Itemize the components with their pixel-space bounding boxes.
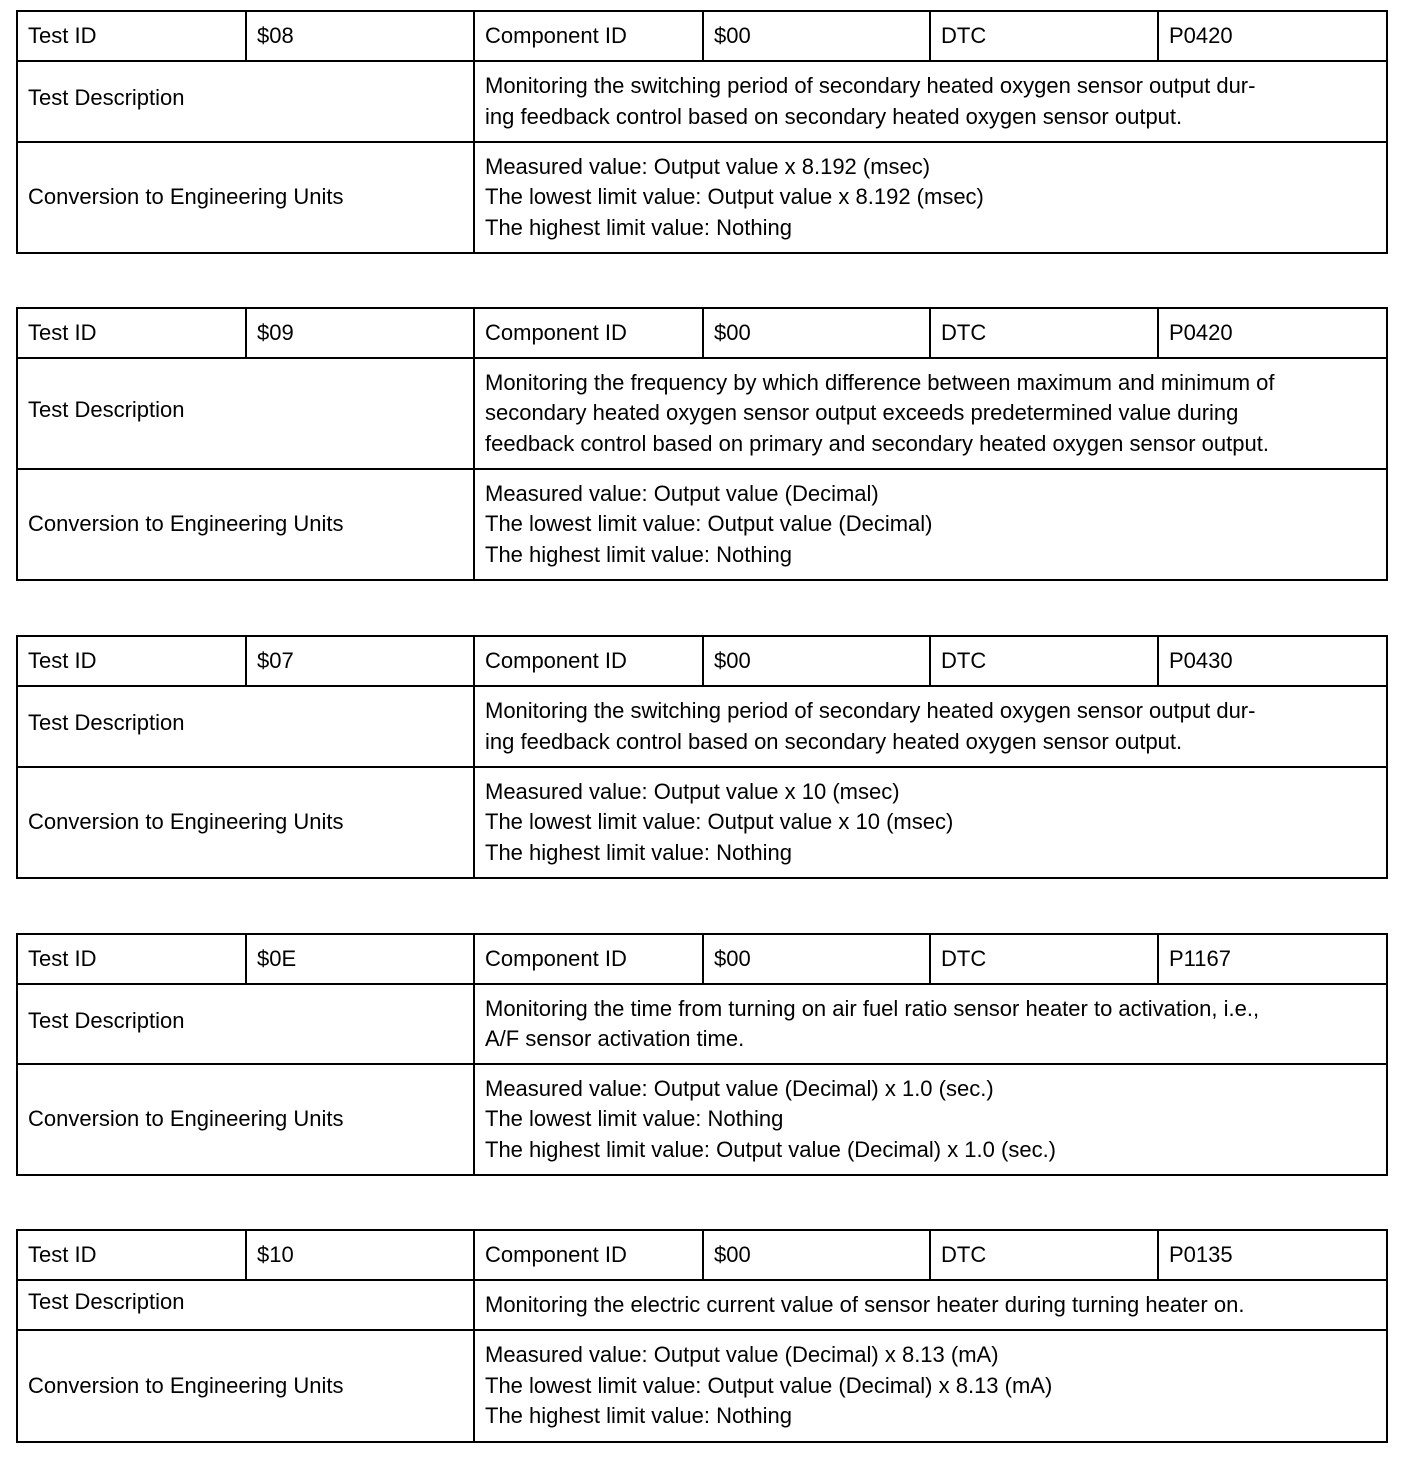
component-id-value [703, 1230, 930, 1280]
dtc-label [930, 934, 1158, 984]
conversion-line: Measured value: Output value (Decimal) [485, 480, 879, 506]
conversion-line: Measured value: Output value (Decimal) x 1.0 (sec.) [485, 1075, 994, 1101]
test-description-value [474, 686, 1387, 767]
dtc-value-text: P0420 [1169, 319, 1233, 345]
conversion-line: The highest limit value: Output value (Decimal) x 1.0 (sec.) [485, 1136, 1057, 1162]
test-id-value [246, 1230, 474, 1280]
dtc-label-text: DTC [941, 647, 987, 673]
dtc-label [930, 1230, 1158, 1280]
conversion-label-text: Conversion to Engineering Units [28, 809, 344, 835]
description-line: Monitoring the electric current value of sensor heater during turning heater on. [485, 1291, 1245, 1317]
component-id-label-text: Component ID [485, 22, 627, 48]
test-description-value [474, 984, 1387, 1064]
description-line: Monitoring the switching period of secondary heated oxygen sensor output dur- [485, 73, 1256, 98]
conversion-value [474, 469, 1387, 580]
component-id-value [703, 11, 930, 61]
test-id-value-text: $07 [257, 647, 294, 673]
dtc-value [1158, 934, 1387, 984]
test-id-value-text: $10 [257, 1241, 294, 1267]
test-table [16, 307, 1388, 581]
component-id-label-text: Component ID [485, 319, 627, 345]
test-id-label-text: Test ID [28, 319, 97, 345]
test-description-label [17, 984, 474, 1064]
component-id-value-text: $00 [714, 945, 751, 971]
description-line: secondary heated oxygen sensor output exceeds predetermined value during [485, 400, 1239, 426]
component-id-label-text: Component ID [485, 1241, 627, 1267]
conversion-line: Measured value: Output value (Decimal) x 8.13 (mA) [485, 1342, 999, 1368]
test-id-value [246, 934, 474, 984]
test-description-label-text: Test Description [28, 710, 185, 736]
description-line: Monitoring the frequency by which difference between maximum and minimum of [485, 369, 1275, 395]
test-id-label [17, 1230, 246, 1280]
conversion-label-text: Conversion to Engineering Units [28, 1372, 344, 1398]
test-id-label-text: Test ID [28, 945, 97, 971]
description-line: A/F sensor activation time. [485, 1026, 745, 1051]
dtc-label [930, 636, 1158, 686]
conversion-label-text: Conversion to Engineering Units [28, 184, 344, 210]
description-line: feedback control based on primary and secondary heated oxygen sensor output. [485, 430, 1269, 456]
test-id-label-text: Test ID [28, 22, 97, 48]
component-id-value [703, 636, 930, 686]
conversion-value [474, 1064, 1387, 1175]
component-id-label [474, 308, 703, 358]
test-description-label-text: Test Description [28, 397, 185, 423]
test-id-label [17, 308, 246, 358]
test-table [16, 933, 1388, 1176]
description-line: Monitoring the switching period of secondary heated oxygen sensor output dur- [485, 698, 1256, 723]
conversion-label [17, 767, 474, 878]
component-id-value-text: $00 [714, 319, 751, 345]
test-id-value-text: $09 [257, 319, 294, 345]
component-id-value [703, 308, 930, 358]
test-table [16, 635, 1388, 879]
test-table [16, 1229, 1388, 1443]
test-description-value [474, 1280, 1387, 1330]
conversion-label-text: Conversion to Engineering Units [28, 1106, 344, 1132]
component-id-label [474, 636, 703, 686]
dtc-label [930, 308, 1158, 358]
conversion-line: The lowest limit value: Output value (Decimal) [485, 511, 933, 537]
test-table [16, 10, 1388, 254]
conversion-label-text: Conversion to Engineering Units [28, 511, 344, 537]
component-id-label [474, 11, 703, 61]
dtc-label-text: DTC [941, 1241, 987, 1267]
dtc-label [930, 11, 1158, 61]
test-id-value-text: $0E [257, 945, 297, 971]
test-description-label [17, 686, 474, 767]
conversion-line: The lowest limit value: Output value (Decimal) x 8.13 (mA) [485, 1372, 1053, 1398]
test-id-value [246, 11, 474, 61]
dtc-value-text: P0135 [1169, 1241, 1233, 1267]
conversion-value [474, 1330, 1387, 1442]
conversion-label [17, 1330, 474, 1442]
component-id-value-text: $00 [714, 647, 751, 673]
conversion-value [474, 142, 1387, 253]
test-description-label [17, 61, 474, 142]
test-id-label [17, 934, 246, 984]
test-id-label [17, 11, 246, 61]
test-description-value [474, 358, 1387, 469]
component-id-value-text: $00 [714, 1241, 751, 1267]
dtc-value [1158, 308, 1387, 358]
conversion-label [17, 469, 474, 580]
conversion-line: The lowest limit value: Output value x 8.192 (msec) [485, 184, 984, 210]
test-description-value [474, 61, 1387, 142]
conversion-line: The highest limit value: Nothing [485, 541, 792, 567]
dtc-label-text: DTC [941, 319, 987, 345]
dtc-label-text: DTC [941, 22, 987, 48]
dtc-value [1158, 636, 1387, 686]
description-line: ing feedback control based on secondary heated oxygen sensor output. [485, 103, 1183, 129]
component-id-label [474, 1230, 703, 1280]
conversion-line: The highest limit value: Nothing [485, 214, 792, 240]
dtc-value-text: P0430 [1169, 647, 1233, 673]
test-id-label-text: Test ID [28, 1241, 97, 1267]
test-description-label [17, 1280, 474, 1330]
conversion-line: Measured value: Output value x 10 (msec) [485, 778, 900, 804]
test-description-label-text: Test Description [28, 85, 185, 111]
component-id-value-text: $00 [714, 22, 751, 48]
test-description-label [17, 358, 474, 469]
dtc-value-text: P1167 [1169, 945, 1231, 971]
conversion-line: The lowest limit value: Output value x 10 (msec) [485, 809, 954, 835]
component-id-value [703, 934, 930, 984]
test-id-label-text: Test ID [28, 647, 97, 673]
test-id-value [246, 636, 474, 686]
test-id-label [17, 636, 246, 686]
dtc-label-text: DTC [941, 945, 987, 971]
component-id-label-text: Component ID [485, 945, 627, 971]
dtc-value [1158, 1230, 1387, 1280]
component-id-label-text: Component ID [485, 647, 627, 673]
component-id-label [474, 934, 703, 984]
description-line: Monitoring the time from turning on air fuel ratio sensor heater to activation, i.e., [485, 995, 1260, 1021]
test-id-value-text: $08 [257, 22, 294, 48]
dtc-value-text: P0420 [1169, 22, 1233, 48]
conversion-value [474, 767, 1387, 878]
conversion-line: The lowest limit value: Nothing [485, 1106, 784, 1132]
conversion-label [17, 1064, 474, 1175]
test-description-label-text: Test Description [28, 1288, 185, 1314]
conversion-label [17, 142, 474, 253]
conversion-line: Measured value: Output value x 8.192 (msec) [485, 153, 931, 179]
conversion-line: The highest limit value: Nothing [485, 839, 792, 865]
dtc-value [1158, 11, 1387, 61]
test-description-label-text: Test Description [28, 1007, 185, 1033]
test-id-value [246, 308, 474, 358]
description-line: ing feedback control based on secondary heated oxygen sensor output. [485, 728, 1183, 754]
conversion-line: The highest limit value: Nothing [485, 1403, 792, 1429]
